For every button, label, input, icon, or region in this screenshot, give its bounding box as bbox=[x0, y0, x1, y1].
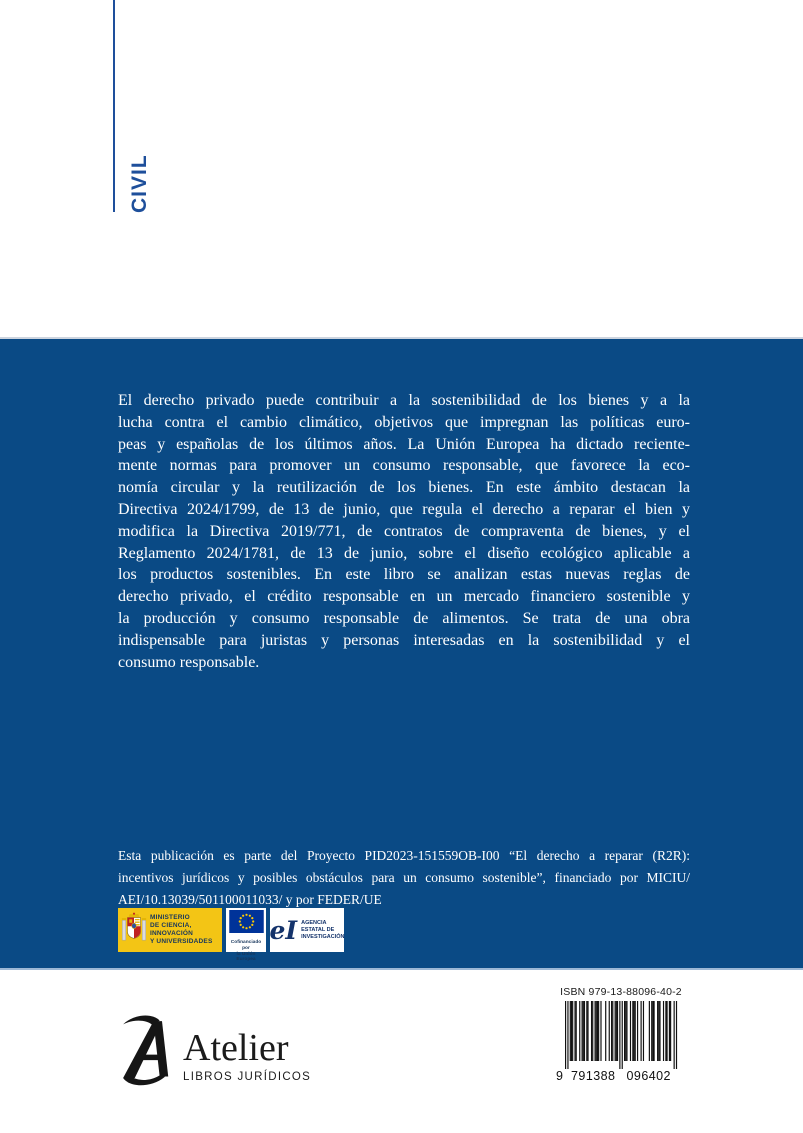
summary-line: Reglamento 2024/1781, de 13 de junio, sobre el diseño ecológico aplicable a bbox=[118, 544, 690, 562]
summary-line: lucha contra el cambio climático, objetivos que impregnan las políticas euro- bbox=[118, 413, 690, 431]
funding-note bbox=[118, 845, 690, 910]
ean-barcode bbox=[556, 1001, 686, 1083]
summary-line: indispensable para juristas y personas interesadas en la sostenibilidad y el bbox=[118, 631, 690, 649]
agency-name: AGENCIA ESTATAL DE INVESTIGACIÓN bbox=[301, 919, 345, 940]
ministry-name: MINISTERIO DE CIENCIA, INNOVACIÓN Y UNIVERSIDADES bbox=[150, 914, 213, 945]
eu-cofunded-label: Cofinanciado por la Unión Europea bbox=[230, 940, 262, 963]
funding-line: Esta publicación es parte del Proyecto PID2023-151559OB-I00 “El derecho a reparar (R2R): bbox=[118, 848, 690, 863]
publisher-monogram-icon bbox=[113, 1012, 169, 1093]
eu-flag-icon bbox=[229, 910, 264, 938]
agency-monogram-icon: eI bbox=[269, 915, 298, 945]
isbn-label: ISBN 979-13-88096-40-2 bbox=[560, 986, 682, 998]
svg-text:791388: 791388 bbox=[571, 1069, 615, 1083]
svg-text:9: 9 bbox=[556, 1069, 563, 1083]
summary-line: nomía circular y la reutilización de los bienes. En este ámbito destacan la bbox=[118, 479, 690, 497]
summary-line: consumo responsable. bbox=[118, 653, 260, 671]
ministry-logo bbox=[118, 908, 222, 952]
eu-cofunded-logo bbox=[226, 908, 266, 963]
spine-rule-line bbox=[113, 0, 115, 212]
publisher-logo bbox=[113, 1012, 311, 1093]
isbn-block bbox=[550, 986, 692, 1088]
spain-coat-of-arms-icon bbox=[121, 912, 147, 949]
summary-line: El derecho privado puede contribuir a la sostenibilidad de los bienes y a la bbox=[118, 392, 690, 409]
summary-line: mente normas para promover un consumo responsable, que favorece la eco- bbox=[118, 457, 690, 475]
publisher-name: Atelier bbox=[183, 1027, 289, 1069]
summary-line: peas y españolas de los últimos años. La Unión Europea ha dictado reciente- bbox=[118, 435, 690, 453]
summary-line: la producción y consumo responsable de alimentos. Se trata de una obra bbox=[118, 609, 690, 627]
collection-label: CIVIL bbox=[128, 154, 151, 213]
summary-line: los productos sostenibles. En este libro se analizan estas nuevas reglas de bbox=[118, 566, 690, 584]
summary-line: Directiva 2024/1799, de 13 de junio, que regula el derecho a reparar el bien y bbox=[118, 500, 690, 518]
publisher-tagline: LIBROS JURÍDICOS bbox=[183, 1071, 312, 1083]
summary-line: modifica la Directiva 2019/771, de contratos de compraventa de bienes, y el bbox=[118, 522, 690, 540]
funding-line: incentivos jurídicos y posibles obstáculos para un consumo sostenible”, financiado por MICIU/ bbox=[118, 869, 690, 885]
research-agency-logo bbox=[270, 908, 344, 952]
funder-logos bbox=[118, 908, 345, 963]
summary-line: derecho privado, el crédito responsable en un mercado financiero sostenible y bbox=[118, 588, 690, 606]
funding-line: AEI/10.13039/501100011033/ y por FEDER/UE bbox=[118, 891, 382, 907]
svg-text:096402: 096402 bbox=[626, 1069, 671, 1083]
publisher-wordmark bbox=[183, 1028, 311, 1093]
book-summary bbox=[118, 390, 690, 673]
